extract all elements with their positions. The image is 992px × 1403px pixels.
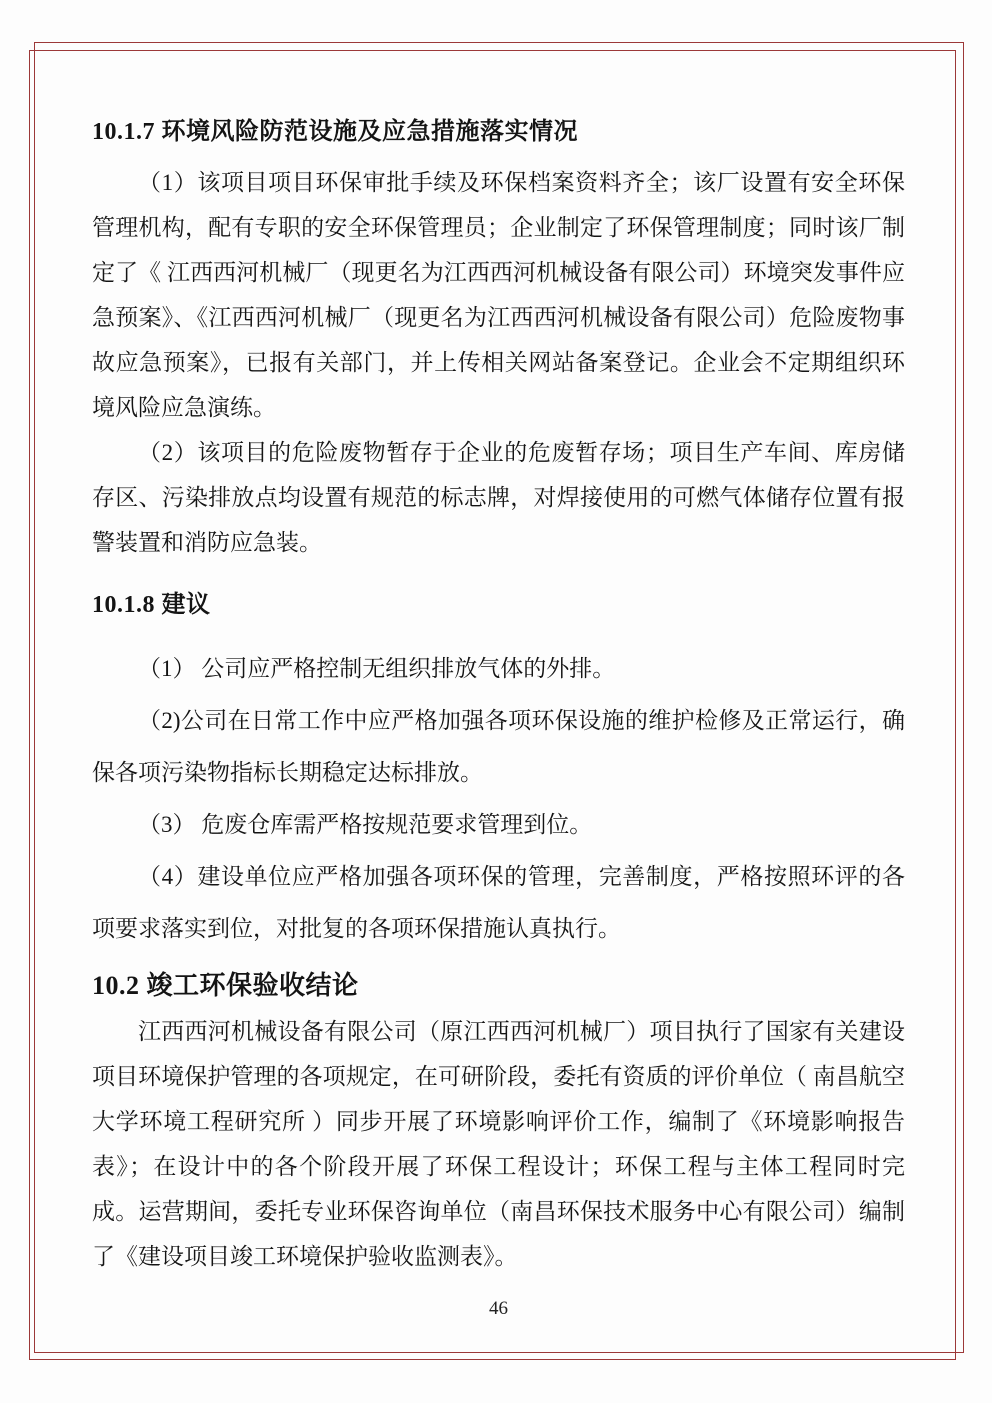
paragraph-conclusion: 江西西河机械设备有限公司（原江西西河机械厂）项目执行了国家有关建设项目环境保护管理的各项规定，在可研阶段，委托有资质的评价单位（ 南昌航空大学环境工程研究所 ）同步开展了环境影响评价工作，编制了《环境影响报告表》；在设计中的各个阶段开展了环保工程设计；环保工程与主体工程同时完成。运营期间，委托专业环保咨询单位（南昌环保技术服务中心有限公司）编制了《建设项目竣工环境保护验收监测表》。 bbox=[92, 1019, 905, 1269]
page-number: 46 bbox=[489, 1298, 508, 1319]
suggestion-item-3: （3） 危废仓库需严格按规范要求管理到位。 bbox=[138, 812, 593, 837]
paragraph-risk-1: （1）该项目项目环保审批手续及环保档案资料齐全；该厂设置有安全环保管理机构，配有专职的安全环保管理员；企业制定了环保管理制度；同时该厂制定了《 江西西河机械厂（现更名为江西西河机械设备有限公司）环境突发事件应急预案》、《江西西河机械厂（现更名为江西西河机械设备有限公司）危险废物事故应急预案》，已报有关部门，并上传相关网站备案登记。企业会不定期组织环境风险应急演练。 bbox=[92, 170, 905, 420]
section-heading-10-2: 10.2 竣工环保验收结论 bbox=[92, 971, 359, 1000]
paragraph-risk-2: （2）该项目的危险废物暂存于企业的危废暂存场；项目生产车间、库房储存区、污染排放点均设置有规范的标志牌，对焊接使用的可燃气体储存位置有报警装置和消防应急装。 bbox=[92, 440, 905, 555]
suggestion-item-2: （2)公司在日常工作中应严格加强各项环保设施的维护检修及正常运行，确保各项污染物指标长期稳定达标排放。 bbox=[92, 708, 905, 785]
document-body bbox=[92, 116, 905, 1279]
section-heading-10-1-7: 10.1.7 环境风险防范设施及应急措施落实情况 bbox=[92, 119, 578, 145]
suggestion-item-1: （1） 公司应严格控制无组织排放气体的外排。 bbox=[138, 656, 616, 681]
suggestion-item-4: （4）建设单位应严格加强各项环保的管理，完善制度，严格按照环评的各项要求落实到位，对批复的各项环保措施认真执行。 bbox=[92, 864, 905, 941]
section-heading-10-1-8: 10.1.8 建议 bbox=[92, 592, 211, 618]
